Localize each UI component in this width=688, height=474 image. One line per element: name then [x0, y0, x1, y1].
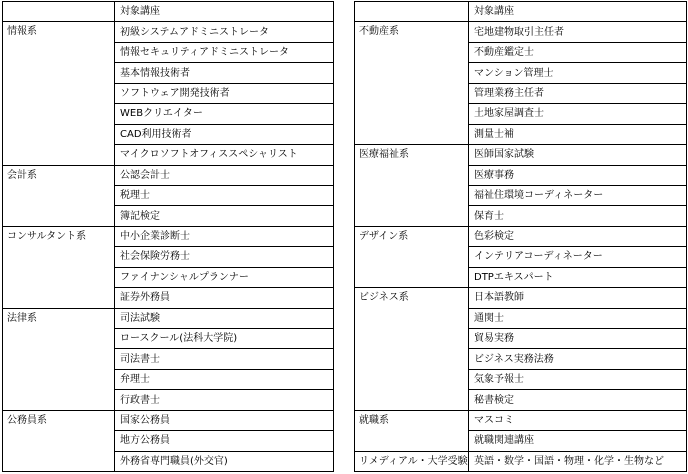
- column-header: 対象講座: [115, 2, 334, 22]
- course-cell: CAD利用技術者: [115, 124, 334, 144]
- course-cell: 福祉住環境コーディネーター: [469, 185, 687, 205]
- course-cell: 公認会計士: [115, 165, 334, 185]
- course-cell: ファイナンシャルプランナー: [115, 267, 334, 287]
- table-row: [355, 451, 687, 471]
- table-row: [3, 165, 334, 185]
- header-blank-cell: [3, 2, 115, 22]
- course-cell: 気象予報士: [469, 369, 687, 389]
- course-cell: 初級システムアドミニストレータ: [115, 22, 334, 42]
- category-cell: 法律系: [3, 308, 115, 410]
- header-blank-cell: [355, 2, 469, 22]
- course-cell: 司法書士: [115, 349, 334, 369]
- table-row: [355, 288, 687, 308]
- course-cell: 就職関連講座: [469, 431, 687, 451]
- course-cell: 管理業務主任者: [469, 83, 687, 103]
- course-cell: 医療事務: [469, 165, 687, 185]
- category-cell: 医療福祉系: [355, 145, 469, 227]
- course-cell: マスコミ: [469, 410, 687, 430]
- course-cell: 通関士: [469, 308, 687, 328]
- course-cell: 社会保険労務士: [115, 247, 334, 267]
- course-cell: インテリアコーディネーター: [469, 247, 687, 267]
- table-row: [3, 22, 334, 42]
- course-cell: 外務省専門職員(外交官): [115, 451, 334, 471]
- category-cell: 就職系: [355, 410, 469, 451]
- table-row: [3, 226, 334, 246]
- course-cell: マイクロソフトオフィススペシャリスト: [115, 145, 334, 165]
- course-cell: 情報セキュリティアドミニストレータ: [115, 42, 334, 62]
- category-cell: ビジネス系: [355, 288, 469, 411]
- category-cell: 公務員系: [3, 410, 115, 471]
- table-row: [3, 410, 334, 430]
- course-cell: 秘書検定: [469, 390, 687, 410]
- course-cell: 中小企業診断士: [115, 226, 334, 246]
- course-cell: 測量士補: [469, 124, 687, 144]
- course-table-right: [354, 1, 687, 472]
- table-row: [3, 308, 334, 328]
- course-cell: ビジネス実務法務: [469, 349, 687, 369]
- header-row: [355, 2, 687, 22]
- category-cell: リメディアル・大学受験: [355, 451, 469, 471]
- category-cell: コンサルタント系: [3, 226, 115, 308]
- course-cell: 地方公務員: [115, 431, 334, 451]
- category-cell: 不動産系: [355, 22, 469, 145]
- table-row: [355, 22, 687, 42]
- course-cell: 色彩検定: [469, 226, 687, 246]
- course-cell: 行政書士: [115, 390, 334, 410]
- course-table-left: [2, 1, 334, 472]
- course-cell: 国家公務員: [115, 410, 334, 430]
- course-cell: 宅地建物取引主任者: [469, 22, 687, 42]
- course-cell: 簿記検定: [115, 206, 334, 226]
- course-cell: 医師国家試験: [469, 145, 687, 165]
- course-cell: 税理士: [115, 185, 334, 205]
- course-cell: DTPエキスパート: [469, 267, 687, 287]
- course-cell: 土地家屋調査士: [469, 104, 687, 124]
- category-cell: デザイン系: [355, 226, 469, 287]
- header-row: [3, 2, 334, 22]
- table-row: [355, 410, 687, 430]
- course-cell: 基本情報技術者: [115, 63, 334, 83]
- course-cell: マンション管理士: [469, 63, 687, 83]
- course-cell: 保育士: [469, 206, 687, 226]
- category-cell: 情報系: [3, 22, 115, 165]
- table-row: [355, 145, 687, 165]
- table-row: [355, 226, 687, 246]
- course-cell: 貿易実務: [469, 329, 687, 349]
- course-cell: 証券外務員: [115, 288, 334, 308]
- course-cell: ソフトウェア開発技術者: [115, 83, 334, 103]
- course-cell: 英語・数学・国語・物理・化学・生物など: [469, 451, 687, 471]
- category-cell: 会計系: [3, 165, 115, 226]
- course-cell: 日本語教師: [469, 288, 687, 308]
- course-cell: 不動産鑑定士: [469, 42, 687, 62]
- course-cell: WEBクリエイター: [115, 104, 334, 124]
- course-cell: 弁理士: [115, 369, 334, 389]
- course-cell: ロースクール(法科大学院): [115, 329, 334, 349]
- course-cell: 司法試験: [115, 308, 334, 328]
- column-header: 対象講座: [469, 2, 687, 22]
